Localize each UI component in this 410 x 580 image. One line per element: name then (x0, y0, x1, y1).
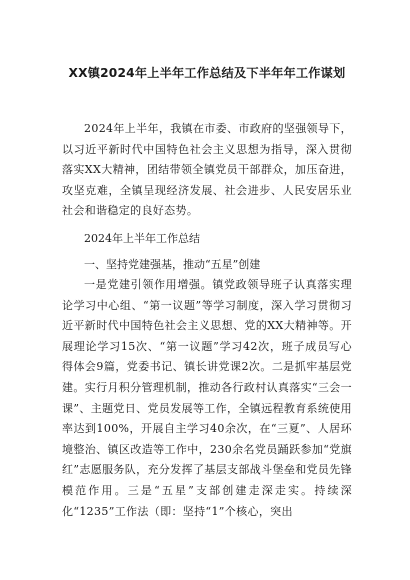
section-heading: 2024年上半年工作总结 (84, 231, 200, 245)
document-title: XX镇2024年上半年工作总结及下半年年工作谋划 (68, 66, 346, 80)
body-paragraph: 一是党建引领作用增强。镇党政领导班子认真落实理论学习中心组、“第一议题”等学习制度，深入学习贯彻习近平新时代中国特色社会主义思想、党的XX大精神等。开展理论学习15次、“第一议题”学习42次，班子成员写心得体会9篇，党委书记、镇长讲党课2次。二是抓牢基层党建。实行月积分管理机制，推动各行政村认真落实“三会一课”、主题党日、党员发展等工作，全镇远程教育系统使用率达到100%，开展自主学习40余次，在“三夏”、人居环境整治、镇区改造等工作中，230余名党员踊跃参加“党旗红”志愿服务队，充分发挥了基层支部战斗堡垒和党员先锋模范作用。三是“五星”支部创建走深走实。持续深化“1235”工作法（即：坚持“1”个核心，突出 (62, 277, 352, 518)
subsection-heading: 一、坚持党建强基，推动“五星”创建 (84, 257, 261, 271)
intro-paragraph: 2024年上半年，我镇在市委、市政府的坚强领导下，以习近平新时代中国特色社会主义思想为指导，深入贯彻落实XX大精神，团结带领全镇党员干部群众，加压奋进，攻坚克难，全镇呈现经济发展、社会进步、人民安居乐业社会和谐稳定的良好态势。 (62, 122, 352, 218)
